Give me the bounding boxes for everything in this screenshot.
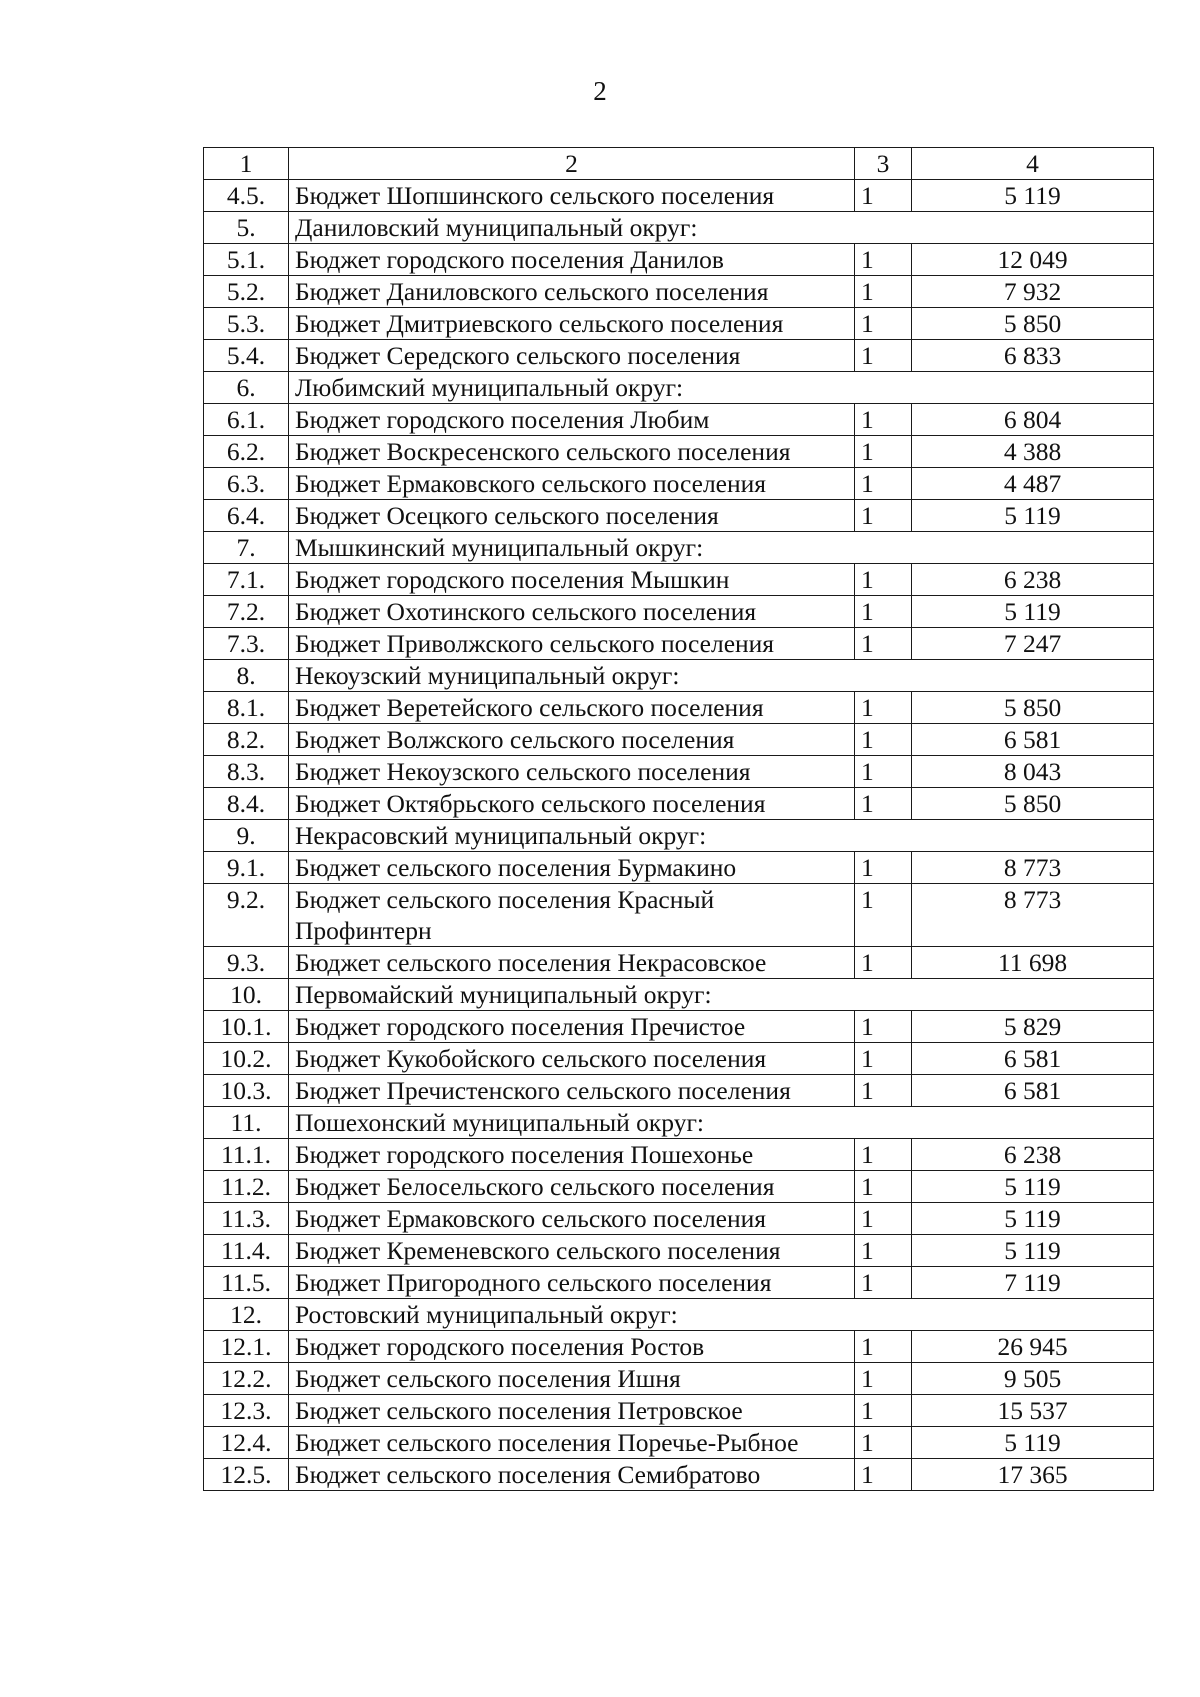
row-number-cell: 12. [204,1299,289,1331]
code-cell: 1 [855,884,912,947]
table-row [204,1395,1154,1427]
value-cell: 7 119 [912,1267,1154,1299]
table-row [204,1427,1154,1459]
table-row [204,756,1154,788]
budget-name-cell: Бюджет Шопшинского сельского поселения [289,180,855,212]
code-cell: 1 [855,788,912,820]
row-number-cell: 12.2. [204,1363,289,1395]
code-cell: 1 [855,1139,912,1171]
value-cell: 11 698 [912,947,1154,979]
row-number-cell: 12.3. [204,1395,289,1427]
row-number-cell: 12.5. [204,1459,289,1491]
code-cell: 1 [855,1011,912,1043]
table-row [204,1203,1154,1235]
row-number-cell: 6.1. [204,404,289,436]
code-cell: 1 [855,468,912,500]
value-cell: 8 043 [912,756,1154,788]
code-cell: 1 [855,596,912,628]
section-title-cell: Даниловский муниципальный округ: [289,212,1154,244]
value-cell: 5 119 [912,1203,1154,1235]
value-cell: 6 833 [912,340,1154,372]
value-cell: 7 932 [912,276,1154,308]
section-title-cell: Пошехонский муниципальный округ: [289,1107,1154,1139]
budget-name-cell: Бюджет городского поселения Данилов [289,244,855,276]
row-number-cell: 7.3. [204,628,289,660]
value-cell: 6 804 [912,404,1154,436]
section-row [204,532,1154,564]
code-cell: 1 [855,1427,912,1459]
code-cell: 1 [855,692,912,724]
budget-name-cell: Бюджет Середского сельского поселения [289,340,855,372]
table-row [204,852,1154,884]
budget-name-cell: Бюджет Веретейского сельского поселения [289,692,855,724]
section-row [204,820,1154,852]
code-cell: 1 [855,724,912,756]
table-row [204,564,1154,596]
budget-name-cell: Бюджет Октябрьского сельского поселения [289,788,855,820]
row-number-cell: 5. [204,212,289,244]
row-number-cell: 11.5. [204,1267,289,1299]
value-cell: 5 119 [912,500,1154,532]
value-cell: 12 049 [912,244,1154,276]
row-number-cell: 7. [204,532,289,564]
budget-name-cell: Бюджет городского поселения Любим [289,404,855,436]
value-cell: 4 487 [912,468,1154,500]
row-number-cell: 11.3. [204,1203,289,1235]
budget-name-cell: Бюджет Даниловского сельского поселения [289,276,855,308]
code-cell: 1 [855,1235,912,1267]
budget-name-cell: Бюджет сельского поселения Красный Профинтерн [289,884,855,947]
code-cell: 1 [855,1043,912,1075]
table-row [204,500,1154,532]
section-row [204,1299,1154,1331]
value-cell: 5 119 [912,180,1154,212]
code-cell: 1 [855,308,912,340]
row-number-cell: 6.4. [204,500,289,532]
code-cell: 1 [855,500,912,532]
value-cell: 5 119 [912,596,1154,628]
code-cell: 1 [855,276,912,308]
row-number-cell: 8.3. [204,756,289,788]
row-number-cell: 10.1. [204,1011,289,1043]
value-cell: 5 850 [912,308,1154,340]
budget-name-cell: Бюджет Кукобойского сельского поселения [289,1043,855,1075]
table-row [204,308,1154,340]
value-cell: 5 829 [912,1011,1154,1043]
section-title-cell: Мышкинский муниципальный округ: [289,532,1154,564]
budget-name-cell: Бюджет городского поселения Пошехонье [289,1139,855,1171]
value-cell: 5 119 [912,1427,1154,1459]
section-title-cell: Некоузский муниципальный округ: [289,660,1154,692]
code-cell: 1 [855,1459,912,1491]
row-number-cell: 11. [204,1107,289,1139]
code-cell: 1 [855,1075,912,1107]
code-cell: 1 [855,947,912,979]
table-row [204,788,1154,820]
table-row [204,1331,1154,1363]
table-body [204,148,1154,1491]
value-cell: 8 773 [912,884,1154,947]
budget-name-cell: Бюджет Некоузского сельского поселения [289,756,855,788]
row-number-cell: 4.5. [204,180,289,212]
table-row [204,1235,1154,1267]
budget-name-cell: Бюджет Пригородного сельского поселения [289,1267,855,1299]
section-row [204,1107,1154,1139]
row-number-cell: 10.2. [204,1043,289,1075]
table-row [204,244,1154,276]
table-row [204,628,1154,660]
code-cell: 1 [855,756,912,788]
budget-name-cell: Бюджет Ермаковского сельского поселения [289,1203,855,1235]
table-row [204,596,1154,628]
value-cell: 15 537 [912,1395,1154,1427]
header-cell-value: 4 [912,148,1154,180]
table-row [204,1075,1154,1107]
section-title-cell: Любимский муниципальный округ: [289,372,1154,404]
table-row [204,947,1154,979]
row-number-cell: 6.2. [204,436,289,468]
value-cell: 9 505 [912,1363,1154,1395]
table-row [204,1459,1154,1491]
value-cell: 26 945 [912,1331,1154,1363]
budget-name-cell: Бюджет Пречистенского сельского поселения [289,1075,855,1107]
section-row [204,979,1154,1011]
row-number-cell: 7.2. [204,596,289,628]
code-cell: 1 [855,404,912,436]
budget-name-cell: Бюджет сельского поселения Бурмакино [289,852,855,884]
budget-name-cell: Бюджет Ермаковского сельского поселения [289,468,855,500]
table-row [204,340,1154,372]
table-row [204,404,1154,436]
table-row [204,468,1154,500]
budget-name-cell: Бюджет сельского поселения Ишня [289,1363,855,1395]
value-cell: 6 238 [912,1139,1154,1171]
code-cell: 1 [855,244,912,276]
table-row [204,1139,1154,1171]
header-cell-number: 1 [204,148,289,180]
page-number: 2 [593,76,607,106]
budget-name-cell: Бюджет городского поселения Мышкин [289,564,855,596]
budget-name-cell: Бюджет Белосельского сельского поселения [289,1171,855,1203]
code-cell: 1 [855,1395,912,1427]
budget-name-cell: Бюджет Осецкого сельского поселения [289,500,855,532]
section-title-cell: Первомайский муниципальный округ: [289,979,1154,1011]
code-cell: 1 [855,564,912,596]
row-number-cell: 9.2. [204,884,289,947]
row-number-cell: 9.1. [204,852,289,884]
budget-name-cell: Бюджет Кременевского сельского поселения [289,1235,855,1267]
row-number-cell: 7.1. [204,564,289,596]
row-number-cell: 11.2. [204,1171,289,1203]
table-row [204,724,1154,756]
header-cell-code: 3 [855,148,912,180]
budget-name-cell: Бюджет сельского поселения Поречье-Рыбное [289,1427,855,1459]
code-cell: 1 [855,1331,912,1363]
table-row [204,180,1154,212]
row-number-cell: 12.1. [204,1331,289,1363]
row-number-cell: 10.3. [204,1075,289,1107]
budget-name-cell: Бюджет Приволжского сельского поселения [289,628,855,660]
value-cell: 6 581 [912,724,1154,756]
budget-name-cell: Бюджет сельского поселения Семибратово [289,1459,855,1491]
code-cell: 1 [855,180,912,212]
table-row [204,276,1154,308]
code-cell: 1 [855,1203,912,1235]
row-number-cell: 11.1. [204,1139,289,1171]
code-cell: 1 [855,436,912,468]
row-number-cell: 5.1. [204,244,289,276]
table-row [204,1363,1154,1395]
code-cell: 1 [855,1171,912,1203]
budget-name-cell: Бюджет сельского поселения Петровское [289,1395,855,1427]
row-number-cell: 9.3. [204,947,289,979]
row-number-cell: 5.2. [204,276,289,308]
section-title-cell: Ростовский муниципальный округ: [289,1299,1154,1331]
row-number-cell: 6. [204,372,289,404]
value-cell: 6 581 [912,1043,1154,1075]
section-row [204,212,1154,244]
budget-distribution-table [203,147,1154,1491]
value-cell: 5 119 [912,1235,1154,1267]
value-cell: 5 850 [912,692,1154,724]
section-row [204,372,1154,404]
value-cell: 5 850 [912,788,1154,820]
table-row [204,1267,1154,1299]
budget-name-cell: Бюджет Дмитриевского сельского поселения [289,308,855,340]
section-title-cell: Некрасовский муниципальный округ: [289,820,1154,852]
code-cell: 1 [855,1363,912,1395]
header-cell-name: 2 [289,148,855,180]
row-number-cell: 12.4. [204,1427,289,1459]
budget-name-cell: Бюджет Волжского сельского поселения [289,724,855,756]
value-cell: 8 773 [912,852,1154,884]
budget-name-cell: Бюджет Охотинского сельского поселения [289,596,855,628]
table-row [204,1171,1154,1203]
table-row [204,1043,1154,1075]
row-number-cell: 9. [204,820,289,852]
code-cell: 1 [855,340,912,372]
table-row [204,1011,1154,1043]
row-number-cell: 8. [204,660,289,692]
row-number-cell: 5.3. [204,308,289,340]
table-header-row [204,148,1154,180]
value-cell: 5 119 [912,1171,1154,1203]
row-number-cell: 10. [204,979,289,1011]
value-cell: 17 365 [912,1459,1154,1491]
table-row [204,692,1154,724]
table-row [204,884,1154,947]
budget-name-cell: Бюджет Воскресенского сельского поселения [289,436,855,468]
budget-name-cell: Бюджет сельского поселения Некрасовское [289,947,855,979]
section-row [204,660,1154,692]
row-number-cell: 8.1. [204,692,289,724]
budget-name-cell: Бюджет городского поселения Ростов [289,1331,855,1363]
value-cell: 7 247 [912,628,1154,660]
value-cell: 4 388 [912,436,1154,468]
code-cell: 1 [855,852,912,884]
budget-name-cell: Бюджет городского поселения Пречистое [289,1011,855,1043]
code-cell: 1 [855,628,912,660]
value-cell: 6 581 [912,1075,1154,1107]
code-cell: 1 [855,1267,912,1299]
row-number-cell: 5.4. [204,340,289,372]
row-number-cell: 8.2. [204,724,289,756]
row-number-cell: 6.3. [204,468,289,500]
table-row [204,436,1154,468]
value-cell: 6 238 [912,564,1154,596]
row-number-cell: 8.4. [204,788,289,820]
row-number-cell: 11.4. [204,1235,289,1267]
